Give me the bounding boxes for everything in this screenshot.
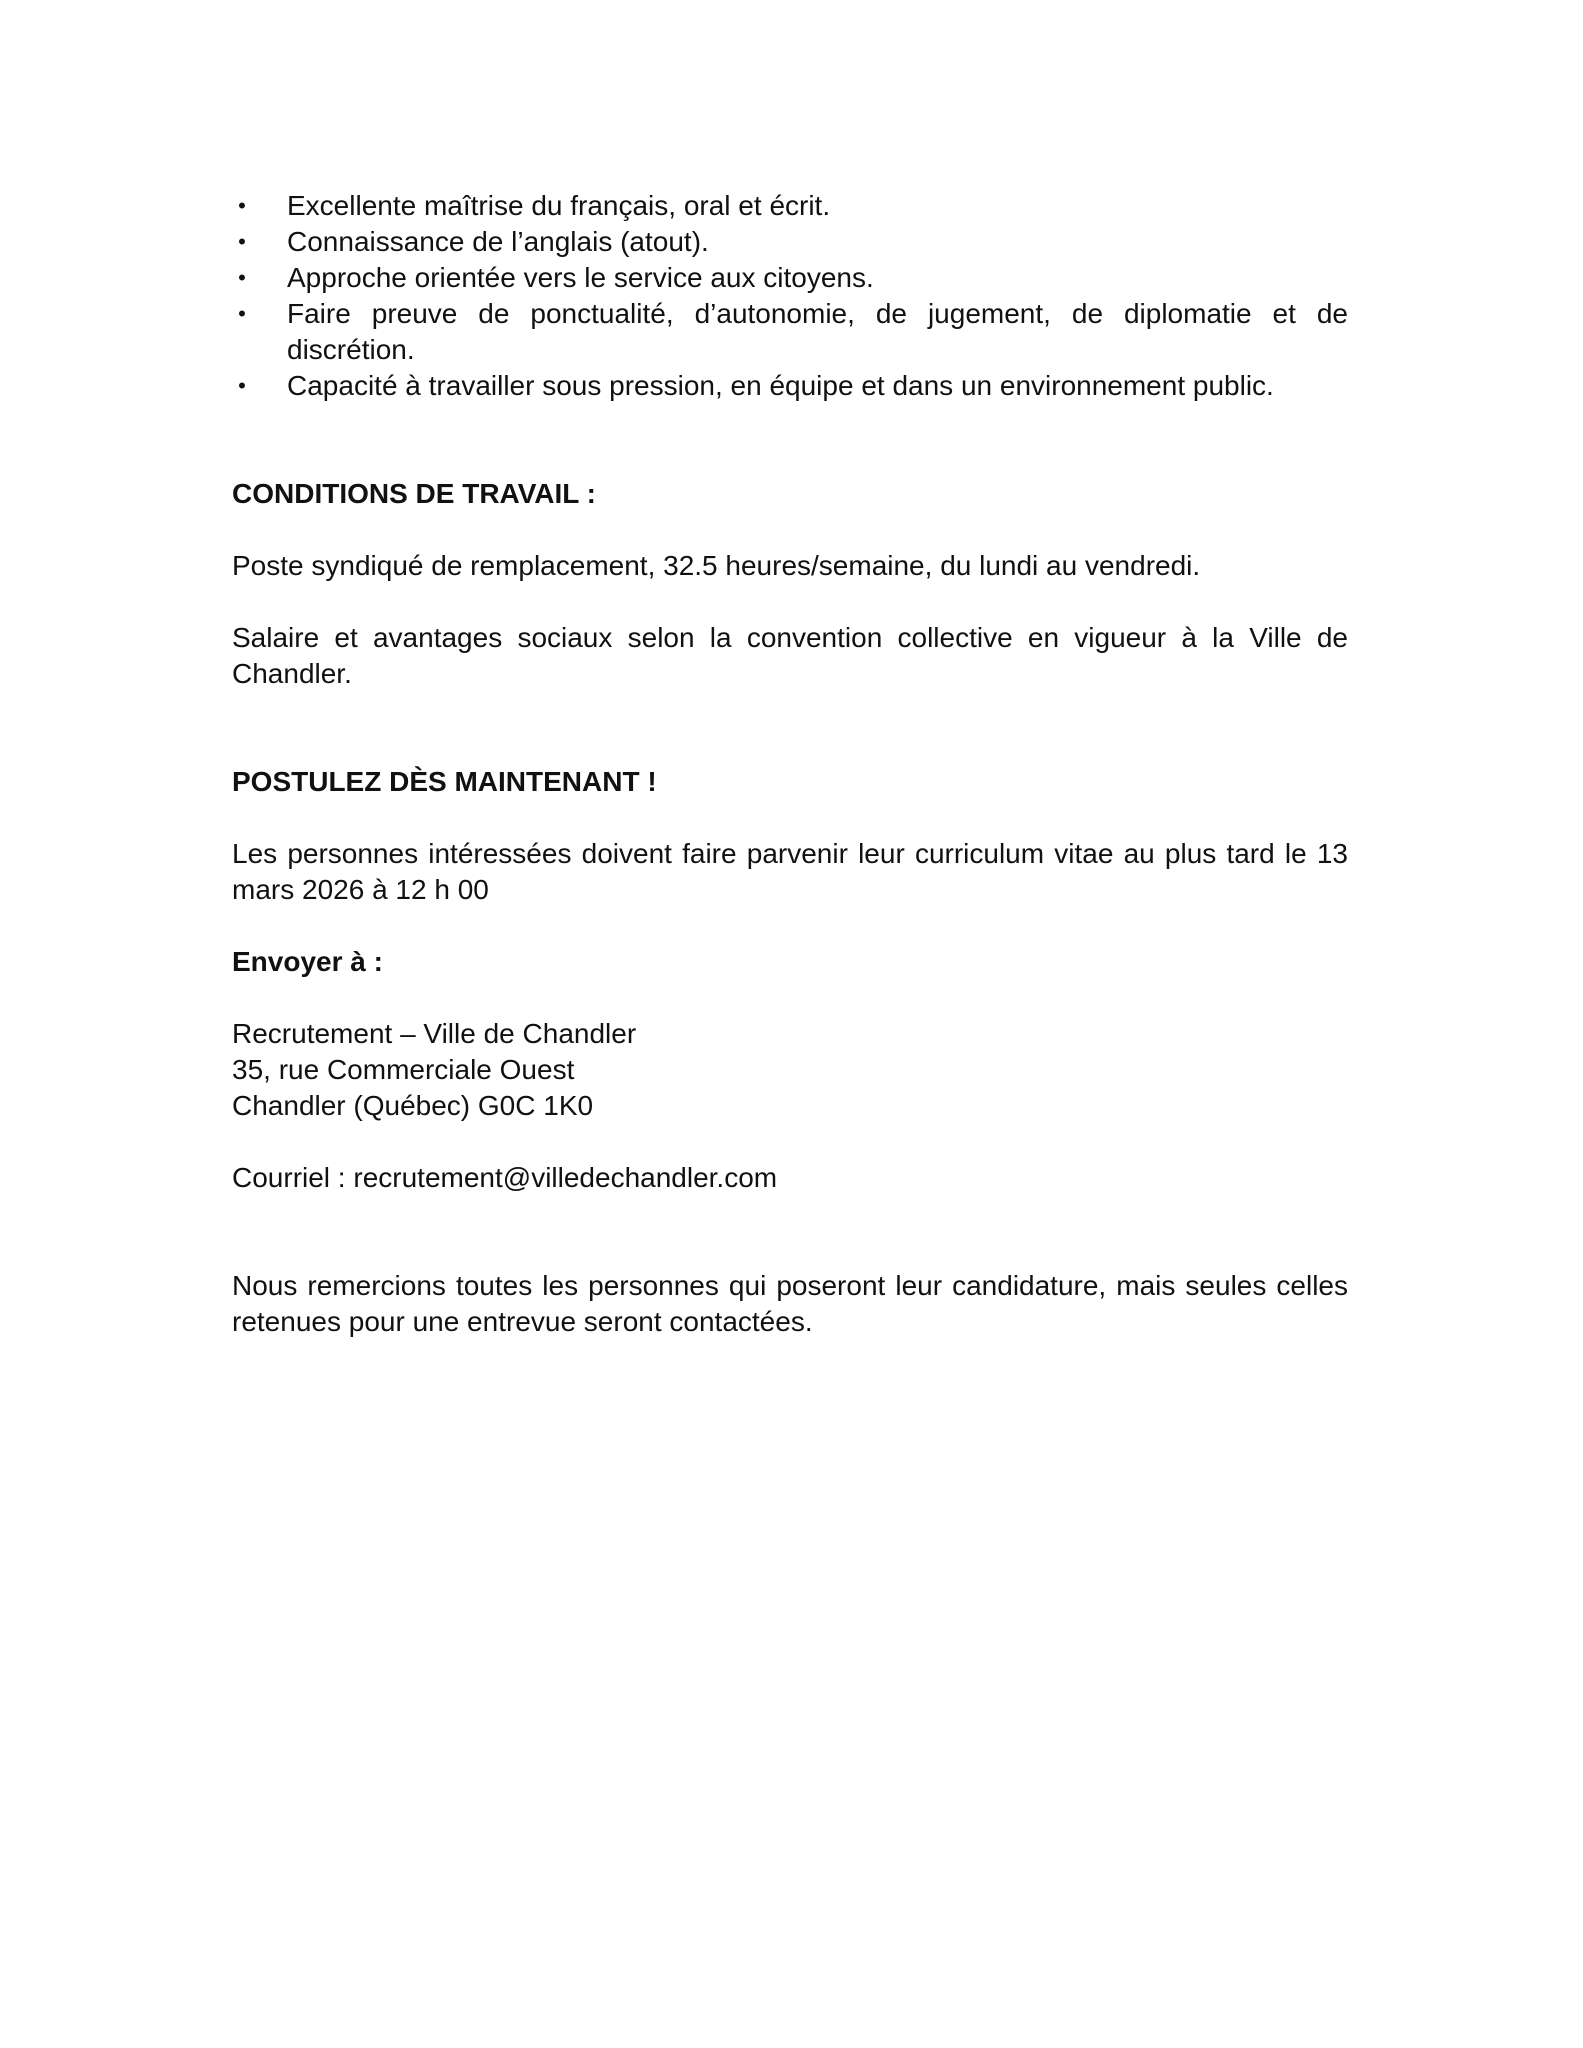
mailing-address <box>232 1016 1348 1124</box>
bullet-icon: • <box>238 229 246 254</box>
requirement-text: Approche orientée vers le service aux citoyens. <box>287 262 874 293</box>
requirement-text: Excellente maîtrise du français, oral et écrit. <box>287 190 831 221</box>
bullet-icon: • <box>238 193 246 218</box>
address-line-1: Recrutement – Ville de Chandler <box>232 1018 637 1049</box>
conditions-heading: CONDITIONS DE TRAVAIL : <box>232 478 596 509</box>
requirement-item <box>232 224 1348 260</box>
bullet-icon: • <box>238 373 246 398</box>
salary-paragraph: Salaire et avantages sociaux selon la convention collective en vigueur à la Ville de Chandler. <box>232 622 1348 689</box>
email-link[interactable]: recrutement@villedechandler.com <box>353 1162 778 1193</box>
closing-paragraph: Nous remercions toutes les personnes qui poseront leur candidature, mais seules celles retenues pour une entrevue seront contactées. <box>232 1270 1348 1337</box>
address-line-2: 35, rue Commerciale Ouest <box>232 1054 575 1085</box>
apply-instructions: Les personnes intéressées doivent faire parvenir leur curriculum vitae au plus tard le 13 mars 2026 à 12 h 00 <box>232 838 1348 905</box>
email-label: Courriel : <box>232 1162 354 1193</box>
send-to-label: Envoyer à : <box>232 946 383 977</box>
bullet-icon: • <box>238 301 246 326</box>
requirement-item <box>232 188 1348 224</box>
apply-heading: POSTULEZ DÈS MAINTENANT ! <box>232 766 657 797</box>
requirement-item <box>232 296 1348 368</box>
requirement-text: Connaissance de l’anglais (atout). <box>287 226 709 257</box>
position-paragraph: Poste syndiqué de remplacement, 32.5 heures/semaine, du lundi au vendredi. <box>232 550 1201 581</box>
requirement-text: Capacité à travailler sous pression, en équipe et dans un environnement public. <box>287 370 1274 401</box>
address-line-3: Chandler (Québec) G0C 1K0 <box>232 1090 594 1121</box>
document-page <box>232 188 1348 1340</box>
email-line <box>232 1160 1348 1196</box>
requirements-list <box>232 188 1348 404</box>
requirement-text: Faire preuve de ponctualité, d’autonomie, de jugement, de diplomatie et de discrétion. <box>287 298 1348 365</box>
requirement-item <box>232 368 1348 404</box>
requirement-item <box>232 260 1348 296</box>
bullet-icon: • <box>238 265 246 290</box>
